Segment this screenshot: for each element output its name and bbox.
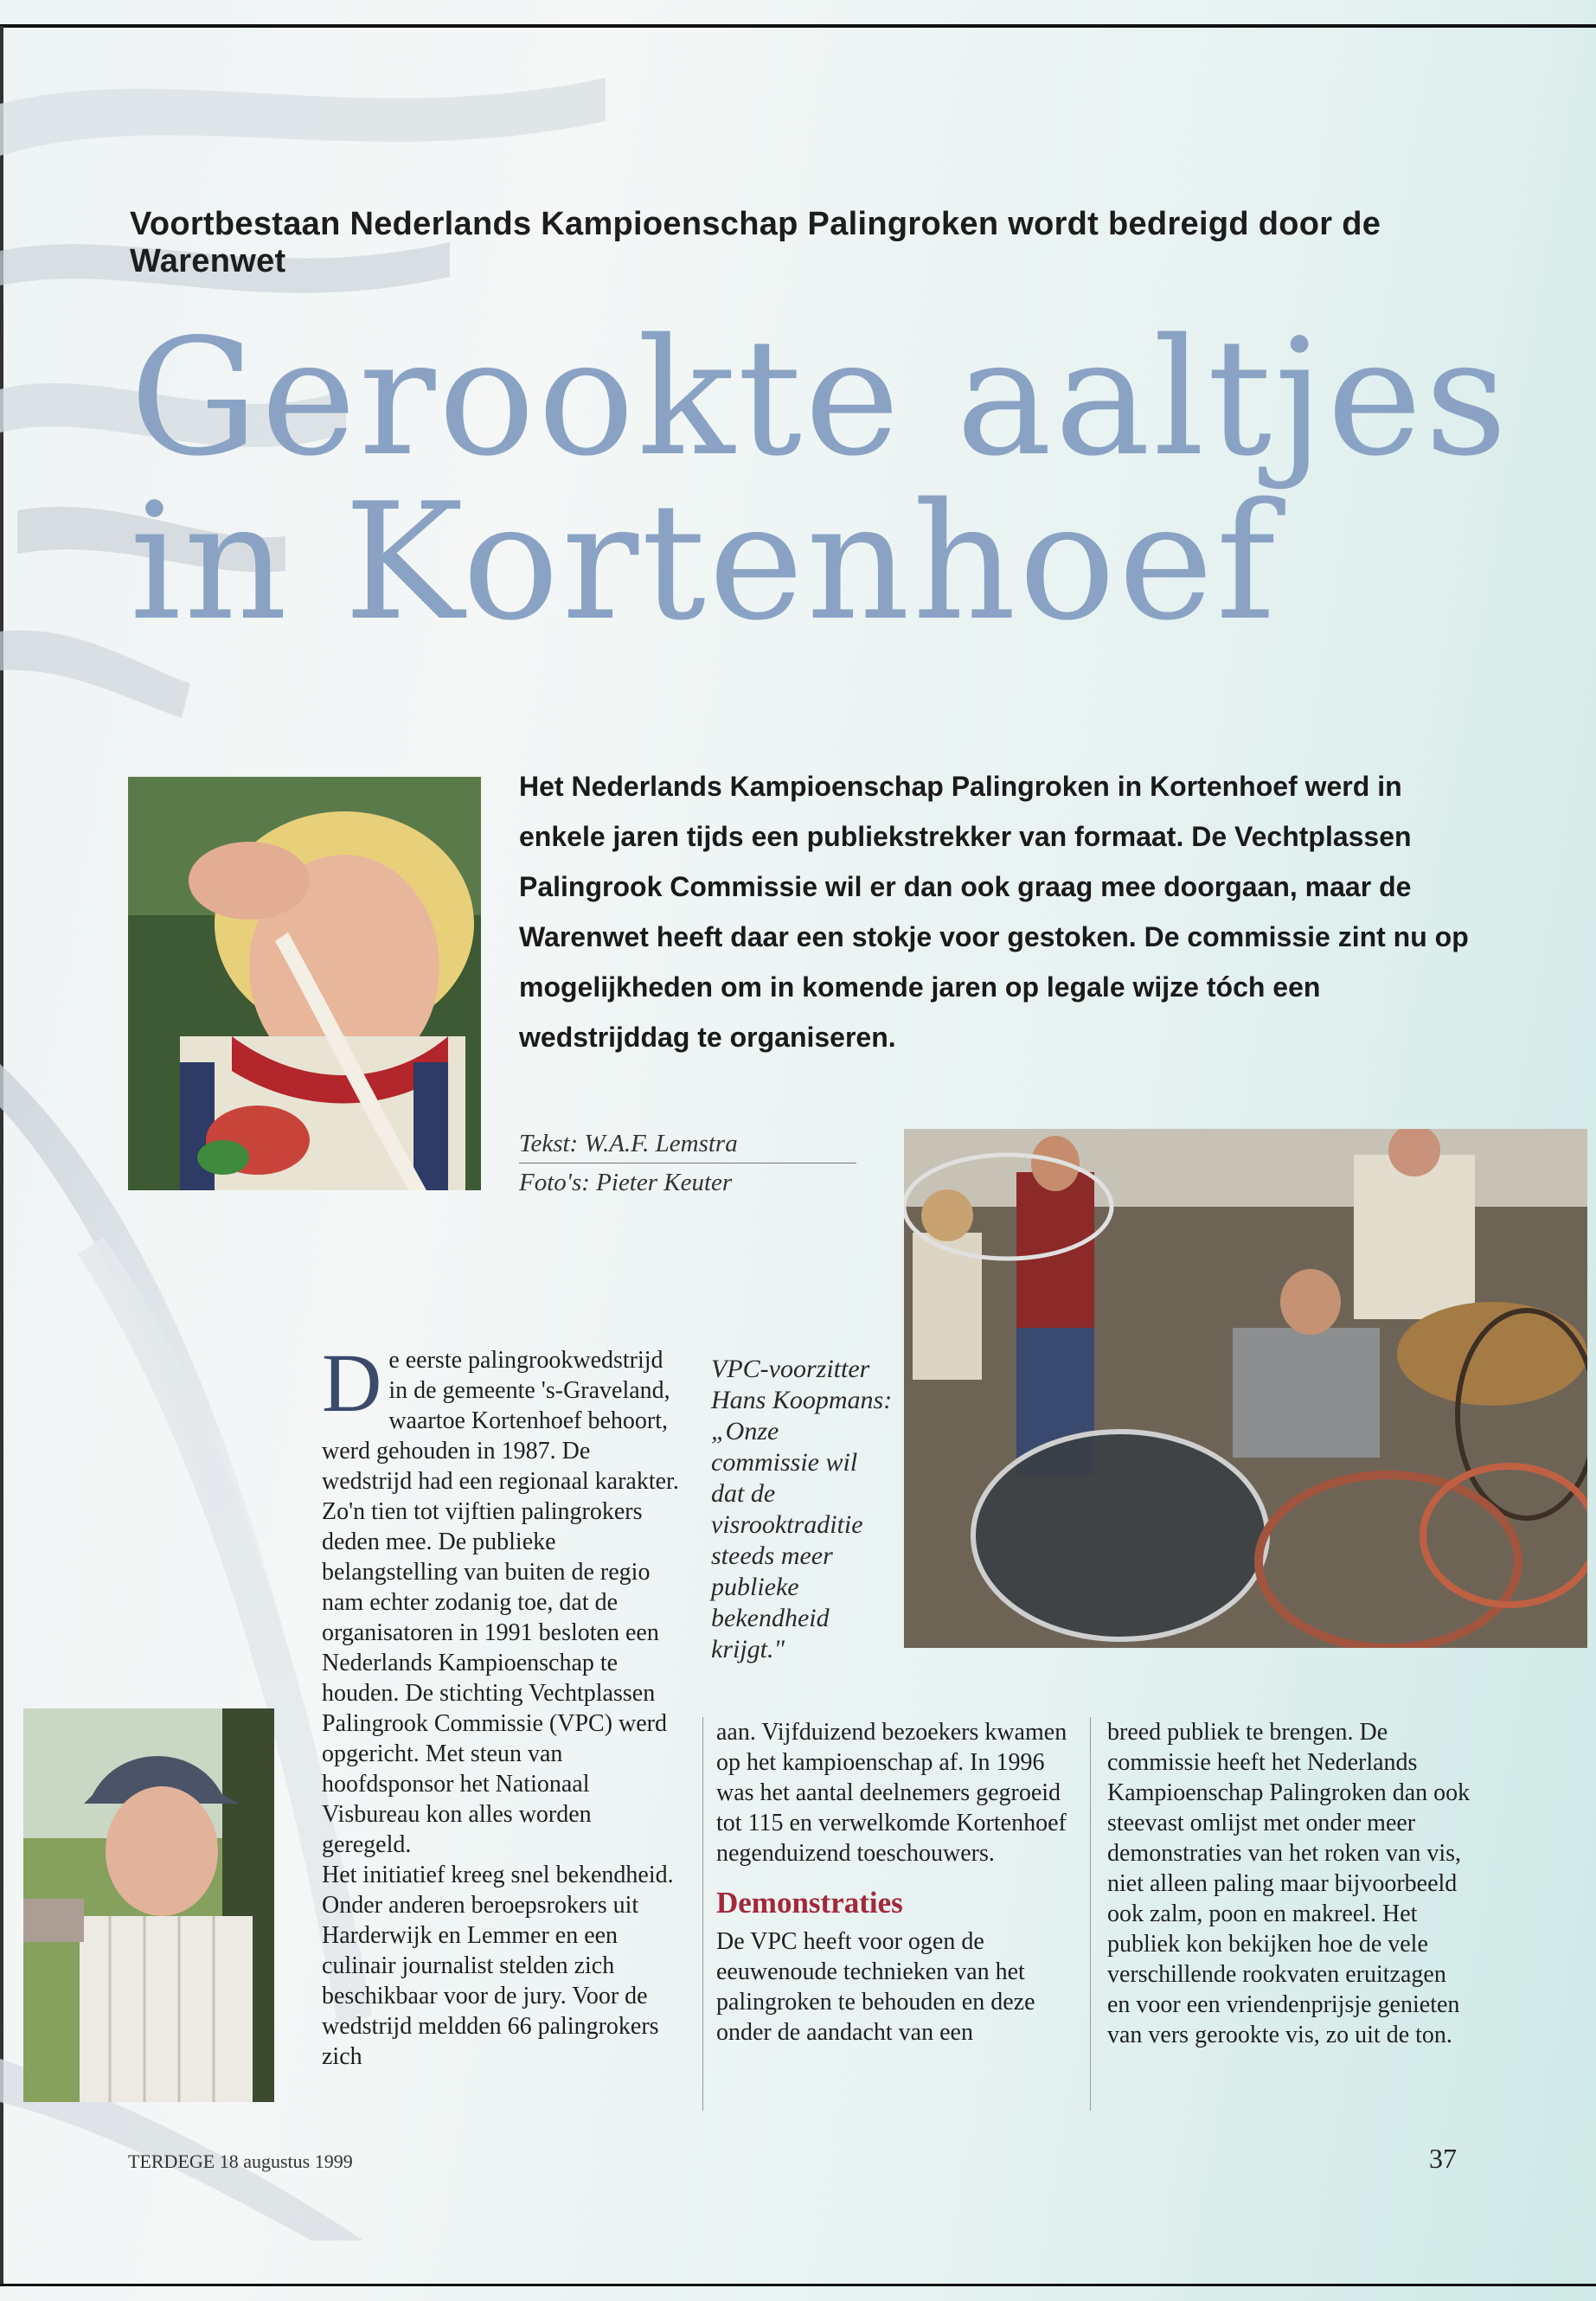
paragraph-demonstrations: breed publiek te brengen. De commissie heeft het Nederlands Kampioenschap Palingroken dan ook steevast omlijst met onder meer demonstraties van het roken van vis, niet alleen paling maar bijvoorbeeld ook zalm, poon en makreel. Het publiek kon bekijken hoe de vele verschillende rookvaten eruitzagen en voor een vriendenprijsje genieten van vers gerookte vis, zo uit de ton. [1107, 1719, 1471, 2048]
column-divider-1 [702, 1717, 703, 2111]
footer-publication: TERDEGE 18 augustus 1999 [128, 2150, 353, 2172]
paragraph-visitors: aan. Vijfduizend bezoekers kwamen op het kampioenschap af. In 1996 was het aantal deelnemers gegroeid tot 115 en verwelkomde Kortenhoef negenduizend toeschouwers. [716, 1719, 1067, 1867]
credit-text: Tekst: W.A.F. Lemstra [519, 1125, 856, 1163]
photo-woman-eating-eel [128, 777, 481, 1190]
article-credits [519, 1125, 856, 1202]
column-divider-2 [1090, 1717, 1091, 2111]
title-line-1: Gerookte aaltjes [130, 304, 1510, 491]
bottom-border [0, 2284, 1596, 2286]
article-column-3 [1107, 1717, 1475, 2050]
article-title [130, 304, 1531, 656]
subhead-demonstraties: Demonstraties [716, 1886, 903, 1920]
dropcap: D [322, 1336, 382, 1429]
credit-photos: Foto's: Pieter Keuter [519, 1169, 733, 1196]
paragraph-intro-text: e eerste palingrookwedstrijd in de gemeente 's-Graveland, waartoe Kortenhoef behoort, werd gehouden in 1987. De wedstrijd had een regionaal karakter. Zo'n tien tot vijftien palingrokers deden mee. De publieke belangstelling van buiten de regio nam echter zodanig toe, dat de organisatoren in 1991 besloten een Nederlands Kampioenschap te houden. De stichting Vechtplassen Palingrook Commissie (VPC) werd opgericht. Met steun van hoofdsponsor het Nationaal Visbureau kon alles worden geregeld. [322, 1347, 679, 1858]
pull-quote: VPC-voorzitter Hans Koopmans: „Onze commissie wil dat de visrooktraditie steeds meer publieke bekendheid krijgt." [711, 1355, 893, 1663]
article-kicker: Voortbestaan Nederlands Kampioenschap Palingroken wordt bedreigd door de Warenwet [130, 206, 1381, 279]
article-lead: Het Nederlands Kampioenschap Palingroken in Kortenhoef werd in enkele jaren tijds een publiekstrekker van formaat. De Vechtplassen Palingrook Commissie wil er dan ook graag mee doorgaan, maar de Warenwet heeft daar een stokje voor gestoken. De commissie zint nu op mogelijkheden om in komende jaren op legale wijze tóch een wedstrijddag te organiseren. [519, 771, 1469, 1053]
photo-boy-with-cap [23, 1708, 274, 2102]
paragraph-vpc: De VPC heeft voor ogen de eeuwenoude technieken van het palingroken te behouden en deze onder de aandacht van een [716, 1928, 1035, 2046]
paragraph-initiative: Het initiatief kreeg snel bekendheid. Onder anderen beroepsrokers uit Harderwijk en Lemmer en een culinair journalist stelden zich beschikbaar voor de jury. Voor de wedstrijd meldden 66 palingrokers zich [322, 1862, 674, 2070]
paragraph-intro [322, 1336, 683, 1860]
photo-fish-traps-crowd [904, 1129, 1587, 1648]
article-column-1 [322, 1336, 683, 2072]
article-column-2 [716, 1717, 1073, 2048]
page-number: 37 [1429, 2143, 1457, 2174]
title-line-2: in Kortenhoef [130, 468, 1279, 656]
